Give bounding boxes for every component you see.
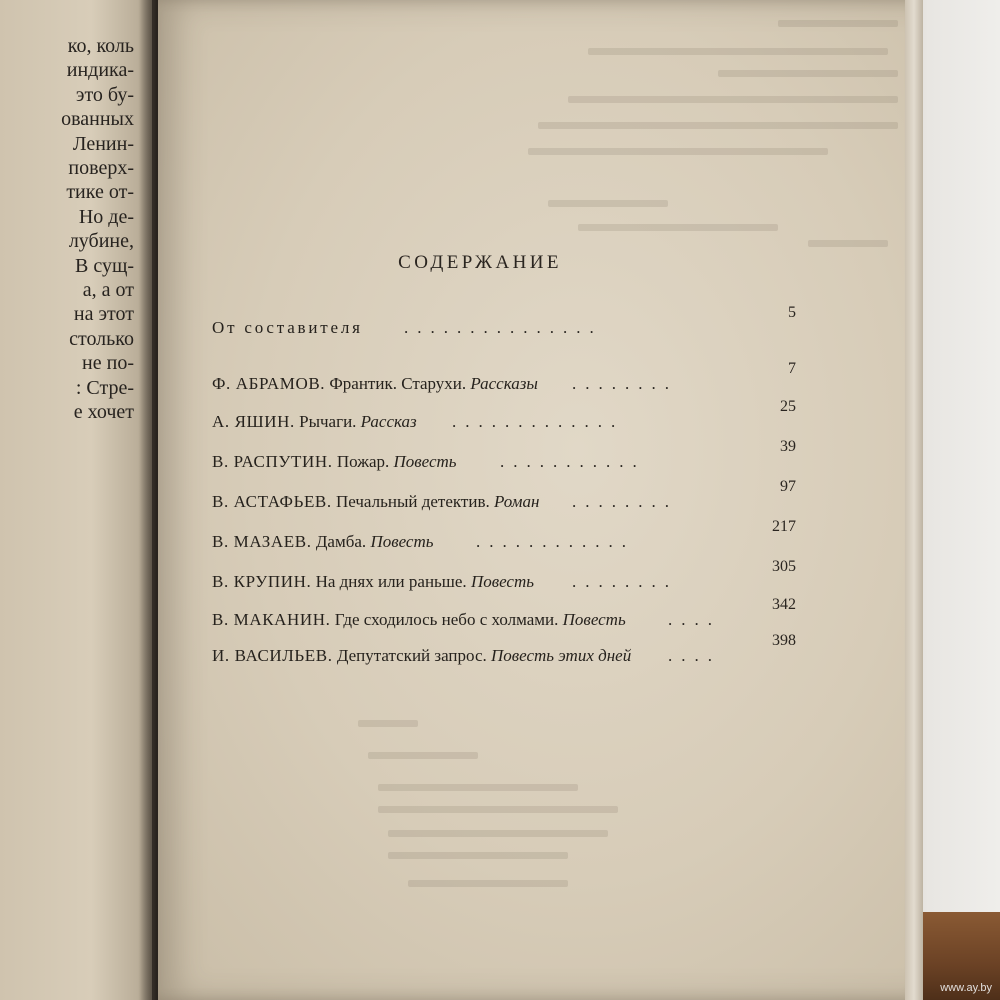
left-page-text [0,34,134,425]
toc-leader-dots: ............... [404,318,603,337]
toc-work-title: Рычаги. [299,412,357,431]
toc-genre: Повесть [470,572,534,591]
toc-page-number: 5 [788,304,796,321]
toc-page-number: 7 [788,360,796,377]
toc-entry[interactable] [212,596,802,630]
toc-entry-text [212,572,534,592]
toc-work-title: Франтик. Старухи. [329,374,467,393]
toc-entry[interactable] [212,360,802,394]
toc-leader-dots: ........ [572,572,678,591]
toc-leader-dots: ............ [476,532,635,551]
toc-author: В. МАЗАЕВ. [212,532,312,551]
toc-work-title: На днях или раньше. [315,572,467,591]
toc-leader-dots: ........ [572,374,678,393]
toc-genre: Повесть [393,452,457,471]
toc-page-number: 39 [780,438,796,455]
watermark: www.ay.by [940,982,992,994]
toc-entry[interactable] [212,438,802,472]
toc-entry-text [212,318,363,338]
toc-entry[interactable] [212,478,802,512]
toc-genre: Рассказ [360,412,417,431]
toc-author: И. ВАСИЛЬЕВ. [212,646,333,665]
page-title: СОДЕРЖАНИЕ [398,252,562,273]
toc-genre: Повесть [562,610,626,629]
toc-work-title: Депутатский запрос. [336,646,487,665]
toc-entry-text [212,452,457,472]
toc-entry[interactable] [212,398,802,432]
toc-author: А. ЯШИН. [212,412,295,431]
left-page [0,0,152,1000]
toc-leader-dots: ............. [452,412,625,431]
toc-entry-text [212,646,631,666]
left-page-line: е хочет [73,401,134,424]
toc-leader-dots: ........... [500,452,646,471]
toc-entry[interactable] [212,558,802,592]
toc-author: От составителя [212,318,363,337]
toc-entry-text [212,492,539,512]
toc-page-number: 25 [780,398,796,415]
toc-author: В. КРУПИН. [212,572,312,591]
toc-page-number: 305 [772,558,796,575]
left-page-line: ко, коль [67,35,134,57]
page-edge [905,0,923,1000]
toc-entry-text [212,412,417,432]
left-page-line: ованных [61,108,134,131]
toc-author: В. МАКАНИН. [212,610,331,629]
left-page-line: поверх- [68,157,134,180]
toc-author: В. РАСПУТИН. [212,452,333,471]
toc-entry[interactable] [212,518,802,552]
left-page-line: не по- [82,352,134,375]
toc-work-title: Где сходилось небо с холмами. [334,610,559,629]
left-page-line: лубине, [68,230,134,253]
left-page-line: Но де- [78,205,134,228]
toc-author: Ф. АБРАМОВ. [212,374,326,393]
left-page-line: тике от- [66,181,134,204]
toc-page-number: 217 [772,518,796,535]
toc-genre: Рассказы [470,374,538,393]
left-page-line: столько [69,327,134,350]
toc-leader-dots: ........ [572,492,678,511]
left-page-line: а, а от [82,279,134,302]
toc-entry[interactable] [212,304,802,338]
left-page-line: это бу- [75,83,134,106]
toc-entry-text [212,374,538,394]
toc-entry[interactable] [212,632,802,666]
toc-entry-text [212,610,626,630]
left-page-line: индика- [66,59,134,82]
toc-genre: Повесть [370,532,434,551]
toc-genre: Повесть этих дней [491,646,632,665]
toc-entry-text [212,532,433,552]
left-page-line: Ленин- [72,132,134,155]
toc-work-title: Печальный детектив. [335,492,490,511]
toc-author: В. АСТАФЬЕВ. [212,492,332,511]
left-page-line: : Стре- [75,376,134,399]
left-page-line: В сущ- [74,254,134,277]
toc-leader-dots: .... [668,646,721,665]
toc-page-number: 97 [780,478,796,495]
toc-work-title: Пожар. [336,452,390,471]
toc-leader-dots: .... [668,610,721,629]
toc-page-number: 398 [772,632,796,649]
left-page-line: на этот [73,303,134,326]
toc-page-number: 342 [772,596,796,613]
toc-genre: Роман [493,492,540,511]
toc-work-title: Дамба. [315,532,367,551]
